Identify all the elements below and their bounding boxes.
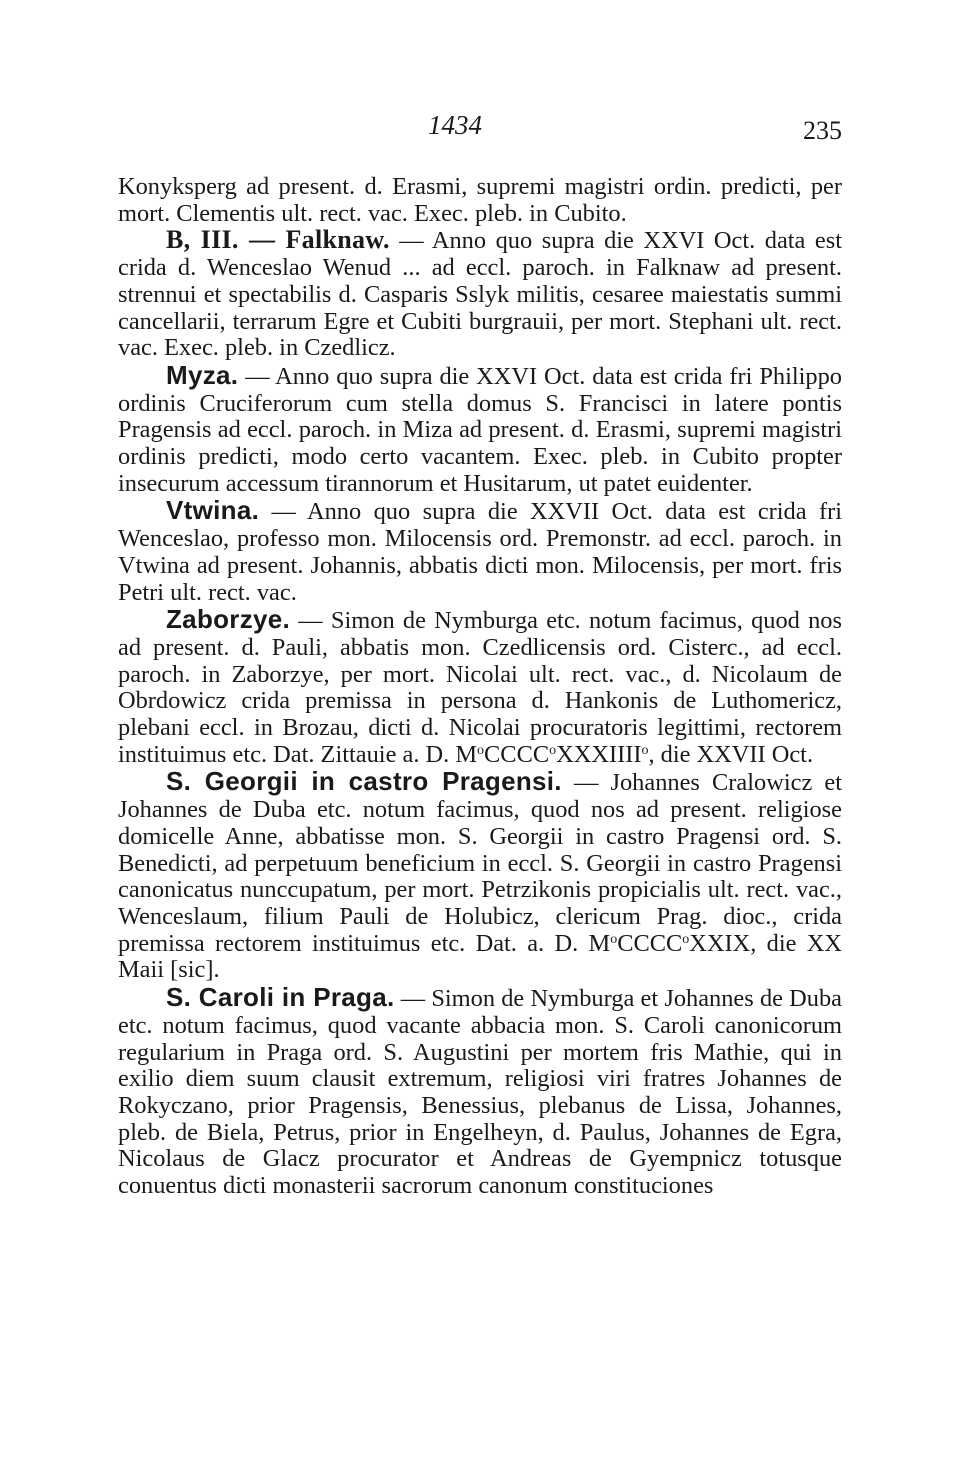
entry-text: — Anno quo supra die XXVI Oct. data est crida d. Wenceslao Wenud ... ad eccl. paroch. in Falknaw ad present. strennui et spectabilis d. Casparis Sslyk militis, cesaree maiestatis summi cancellarii, terrarum Egre et Cubiti burgrauii, per mort. Stephani ult. rect. vac. Exec. pleb. in Czedlicz. xyxy=(118,227,842,362)
date-part: , die XXVII Oct. xyxy=(648,740,814,768)
entry-heading: Vtwina. xyxy=(166,495,260,526)
running-head xyxy=(118,110,842,150)
entry-zaborzye xyxy=(118,606,842,768)
page-number: 235 xyxy=(803,116,842,145)
date-part: XXXIIII xyxy=(556,740,642,768)
entry-text: — Simon de Nymburga etc. notum facimus, quod nos ad present. d. Pauli, abbatis mon. Czedlicensis ord. Cisterc., ad eccl. paroch. in Zaborzye, per mort. Nicolai ult. rect. vac., d. Nicolaum de Obrdowicz crida premissa in persona d. Hankonis de Luthomericz, plebani eccl. in Brozau, dicti d. Nicolai procuratoris legittimi, rectorem instituimus etc. Dat. Zittauie a. D. M xyxy=(118,607,842,768)
header-year: 1434 xyxy=(428,110,482,140)
entry-text: — Anno quo supra die XXVI Oct. data est crida fri Philippo ordinis Cruciferorum cum stella domus S. Francisci in latere pontis Pragensis ad eccl. paroch. in Miza ad present. d. Erasmi, supremi magistri ordinis predicti, modo certo vacantem. Exec. pleb. in Cubito propter insecurum accessum tirannorum et Husitarum, ut patet euidenter. xyxy=(118,362,842,497)
date-part: CCCC xyxy=(617,929,683,957)
entry-heading: Myza. xyxy=(166,359,239,390)
entry-myza xyxy=(118,359,842,498)
entry-konyksperg-continuation xyxy=(118,174,842,227)
entry-vtwina xyxy=(118,497,842,606)
entry-heading: S. Georgii in castro Pragensi. xyxy=(166,766,562,797)
date-part: XXIX, die XX Maii [sic]. xyxy=(118,929,842,984)
date-superscript: o xyxy=(610,931,618,947)
entry-heading: B, III. — Falknaw. xyxy=(166,225,390,255)
date-superscript: o xyxy=(682,931,690,947)
date-superscript: o xyxy=(549,742,557,758)
entry-s-georgii xyxy=(118,768,842,984)
page-body xyxy=(118,174,842,1200)
entry-heading: S. Caroli in Praga. xyxy=(166,982,395,1013)
entry-s-caroli xyxy=(118,984,842,1200)
date-superscript: o xyxy=(641,742,649,758)
entry-heading: Zaborzye. xyxy=(166,604,291,635)
book-page xyxy=(118,110,842,1200)
date-superscript: o xyxy=(477,742,485,758)
entry-text: — Simon de Nymburga et Johannes de Duba etc. notum facimus, quod vacante abbacia mon. S. Caroli canonicorum regularium in Praga ord. S. Augustini per mortem fris Mathie, qui in exilio diem suum clausit extremum, religiosi viri fratres Johannes de Rokyczano, prior Pragensis, Benessius, plebanus de Lissa, Johannes, pleb. de Biela, Petrus, prior in Engelheyn, d. Paulus, Johannes de Egra, Nicolaus de Glacz procurator et Andreas de Gyempnicz totusque conuentus dicti monasterii sacrorum canonum constituciones xyxy=(118,985,842,1200)
entry-falknaw xyxy=(118,227,842,362)
date-part: CCCC xyxy=(484,740,550,768)
entry-text: — Johannes Cralowicz et Johannes de Duba etc. notum facimus, quod nos ad present. religiose domicelle Anne, abbatisse mon. S. Georgii in castro Pragensi ord. S. Benedicti, ad perpetuum beneficium in eccl. S. Georgii in castro Pragensi canonicatus nunccupatum, per mort. Petrzikonis propicialis ult. rect. vac., Wenceslaum, filium Pauli de Holubicz, clericum Prag. dioc., crida premissa rectorem instituimus etc. Dat. a. D. M xyxy=(118,769,843,957)
entry-text: — Anno quo supra die XXVII Oct. data est crida fri Wenceslao, professo mon. Milocensis ord. Premonstr. ad eccl. paroch. in Vtwina ad present. Johannis, abbatis dicti mon. Milocensis, per mort. fris Petri ult. rect. vac. xyxy=(118,498,842,606)
entry-text: Konyksperg ad present. d. Erasmi, supremi magistri ordin. predicti, per mort. Clementis ult. rect. vac. Exec. pleb. in Cubito. xyxy=(118,173,842,227)
